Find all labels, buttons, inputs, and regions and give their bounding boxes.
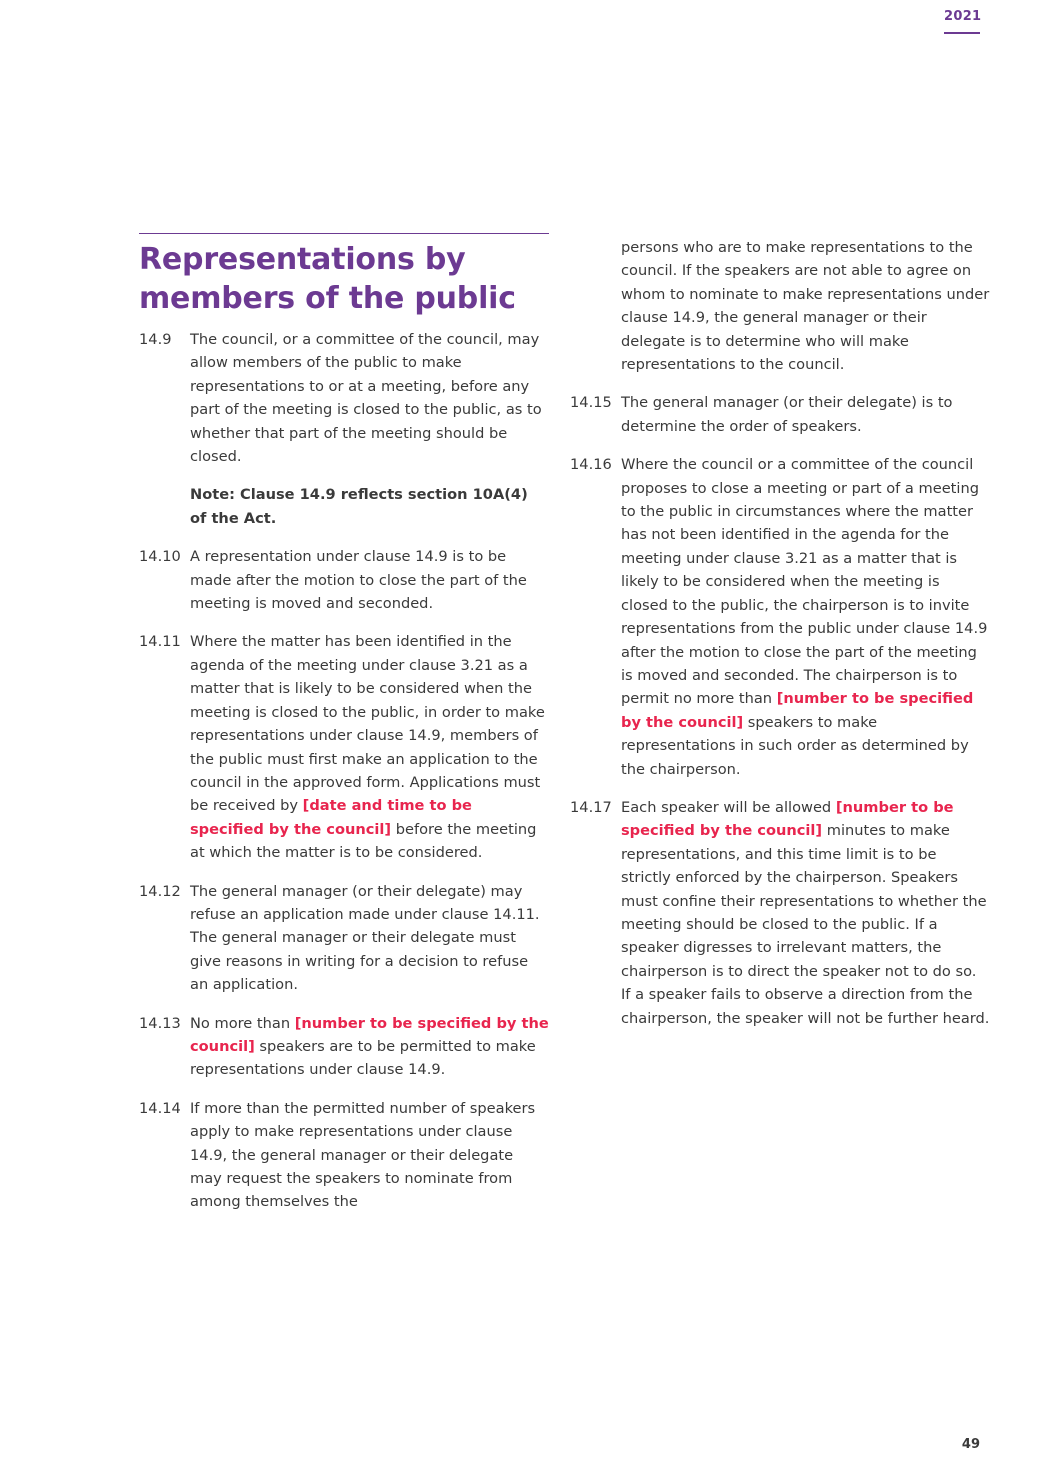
placeholder-text: [number to be specified by the council] [621,798,954,840]
clause-text: The council, or a committee of the council, may allow members of the public to make representations to or at a meeting, before any part of the meeting is closed to the public, as to whether that part of the meeting should be closed. [190,331,542,466]
clause-14-9 [139,328,549,468]
clause-text [621,796,990,1030]
clause-number: 14.12 [139,882,181,900]
clause-14-13 [139,1012,549,1082]
clause-14-14-continued: persons who are to make representations to the council. If the speakers are not able to agree on whom to nominate to make representations under clause 14.9, the general manager or their delegate is to determine who will make representations to the council. [621,239,990,374]
clause-text-part: Each speaker will be allowed [621,798,836,816]
right-column [570,236,990,1045]
clause-text: If more than the permitted number of speakers apply to make representations under clause 14.9, the general manager or their delegate may request the speakers to nominate from among themselves the [190,1099,536,1211]
clause-number: 14.11 [139,633,181,651]
clause-number: 14.10 [139,548,181,566]
clause-text: The general manager (or their delegate) may refuse an application made under clause 14.11. The general manager or their delegate must give reasons in writing for a decision to refuse an application. [190,882,540,994]
clause-14-14 [139,1097,549,1214]
clause-text [190,630,549,864]
clause-text-part: before the meeting at which the matter is to be considered. [190,820,537,862]
left-column [139,233,549,1229]
clause-14-16 [570,453,990,781]
clause-text: A representation under clause 14.9 is to be made after the motion to close the part of the meeting is moved and seconded. [190,548,527,613]
header-year-underline [944,32,980,34]
clause-text-part: minutes to make representations, and this time limit is to be strictly enforced by the chairperson. Speakers must confine their representations to whether the meeting should be closed to the public. If a speaker digresses to irrelevant matters, the chairperson is to direct the speaker not to do so. If a speaker fails to observe a direction from the chairperson, the speaker will not be further heard. [621,822,990,1027]
clause-note: Note: Clause 14.9 reflects section 10A(4) of the Act. [190,486,528,527]
clause-number: 14.14 [139,1099,181,1117]
clause-text-part: speakers are to be permitted to make representations under clause 14.9. [190,1037,536,1079]
placeholder-text: [number to be specified by the council] [190,1014,549,1055]
clause-14-12 [139,880,549,997]
clause-text-part: speakers to make representations in such order as determined by the chairperson. [621,713,969,778]
clause-number: 14.16 [570,456,612,474]
clause-14-10 [139,545,549,615]
clause-number: 14.9 [139,331,172,348]
title-rule [139,233,549,234]
clause-number: 14.15 [570,394,612,412]
clause-number: 14.13 [139,1014,181,1032]
clause-text-part: No more than [190,1014,295,1032]
section-title: Representations by members of the public [139,242,516,316]
clause-text-part: Where the council or a committee of the council proposes to close a meeting or part of a meeting to the public in circumstances where the matter has not been identified in the agenda for the meeting under clause 3.21 as a matter that is likely to be considered when the meeting is closed to the public, the chairperson is to invite representations from the public under clause 14.9 after the motion to close the part of the meeting is moved and seconded. The chairperson is to permit no more than [621,456,988,708]
clause-text-part: Where the matter has been identified in the agenda of the meeting under clause 3.21 as a matter that is likely to be considered when the meeting is closed to the public, in order to make representations under clause 14.9, members of the public must first make an application to the council in the approved form. Applications must be received by [190,633,545,815]
placeholder-text: [number to be specified by the council] [621,690,974,731]
clause-14-15 [570,391,990,438]
clause-text [190,1012,549,1082]
clause-text: The general manager (or their delegate) is to determine the order of speakers. [621,394,953,435]
placeholder-text: [date and time to be specified by the council] [190,797,472,838]
header-year: 2021 [944,9,982,24]
clause-14-17 [570,796,990,1030]
clause-14-11 [139,630,549,864]
clause-number: 14.17 [570,798,612,816]
page-number: 49 [961,1437,980,1452]
clause-text [621,453,990,781]
